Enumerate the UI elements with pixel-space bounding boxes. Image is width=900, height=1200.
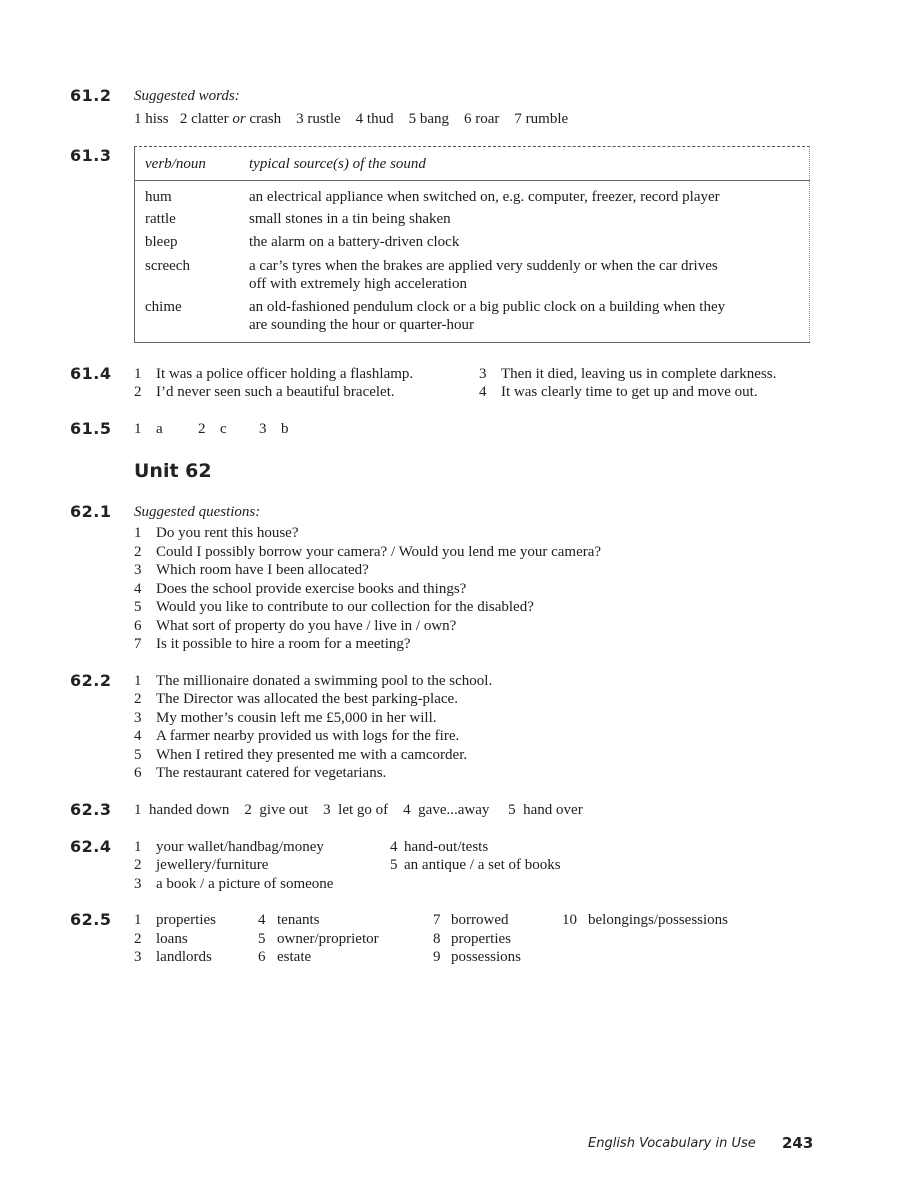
answer-number: 6 bbox=[464, 111, 472, 127]
list-item: 1 your wallet/handbag/money bbox=[134, 839, 324, 855]
list-item: 2 c bbox=[198, 421, 227, 437]
exercise-number-62-3: 62.3 bbox=[70, 800, 112, 819]
answer-text: crash bbox=[245, 111, 282, 127]
exercise-number-61-2: 61.2 bbox=[70, 86, 112, 105]
table-source-screech-line2: off with extremely high acceleration bbox=[249, 276, 467, 292]
table-source-chime-line2: are sounding the hour or quarter-hour bbox=[249, 317, 475, 333]
page-number: 243 bbox=[782, 1134, 814, 1152]
table-word-rattle: rattle bbox=[145, 211, 176, 227]
list-item: 3 landlords bbox=[134, 949, 212, 965]
answer-number: 4 bbox=[355, 111, 364, 127]
list-item: 2 I’d never seen such a beautiful bracelet. bbox=[134, 384, 395, 400]
list-item: 4 It was clearly time to get up and move out. bbox=[479, 384, 758, 400]
exercise-62-3-answers: 1 handed down 2 give out 3 let go of 4 gave...away 5 hand over bbox=[134, 802, 583, 818]
exercise-number-62-2: 62.2 bbox=[70, 671, 112, 690]
list-item: 3 b bbox=[259, 421, 289, 437]
answer-number: 2 bbox=[179, 111, 188, 127]
table-left-border bbox=[134, 146, 135, 342]
list-item: 5 owner/proprietor bbox=[258, 931, 379, 947]
exercise-61-2-intro: Suggested words: bbox=[134, 88, 240, 104]
exercise-number-62-4: 62.4 bbox=[70, 837, 112, 856]
exercise-number-62-5: 62.5 bbox=[70, 910, 112, 929]
list-item: 3 My mother’s cousin left me £5,000 in her will. bbox=[134, 710, 437, 726]
list-item: 5 When I retired they presented me with a camcorder. bbox=[134, 747, 468, 763]
table-source-screech-line1: a car’s tyres when the brakes are applied very suddenly or when the car drives bbox=[249, 258, 718, 274]
table-header-divider bbox=[134, 180, 810, 181]
list-item: 2 Could I possibly borrow your camera? / Would you lend me your camera? bbox=[134, 544, 602, 560]
table-top-border bbox=[134, 146, 810, 147]
table-word-bleep: bleep bbox=[145, 234, 178, 250]
list-item: 1 It was a police officer holding a flashlamp. bbox=[134, 366, 414, 382]
list-item: 10 belongings/possessions bbox=[562, 912, 729, 928]
list-item: 7 borrowed bbox=[433, 912, 509, 928]
answer-text: bang bbox=[419, 111, 449, 127]
table-word-screech: screech bbox=[145, 258, 190, 274]
exercise-number-61-4: 61.4 bbox=[70, 364, 112, 383]
table-source-bleep: the alarm on a battery-driven clock bbox=[249, 234, 460, 250]
list-item: 6 estate bbox=[258, 949, 312, 965]
exercise-62-1-intro: Suggested questions: bbox=[134, 504, 261, 520]
list-item: 4 hand-out/tests bbox=[390, 839, 489, 855]
list-item: 5 Would you like to contribute to our collection for the disabled? bbox=[134, 599, 534, 615]
list-item: 5 an antique / a set of books bbox=[390, 857, 561, 873]
table-source-rattle: small stones in a tin being shaken bbox=[249, 211, 451, 227]
answer-number: 3 bbox=[296, 111, 304, 127]
answer-number: 7 bbox=[514, 111, 522, 127]
table-header-verb-noun: verb/noun bbox=[145, 156, 206, 172]
list-item: 9 possessions bbox=[433, 949, 522, 965]
list-item: 1 Do you rent this house? bbox=[134, 525, 299, 541]
list-item: 1 properties bbox=[134, 912, 216, 928]
table-bottom-border bbox=[134, 342, 810, 343]
answer-text: hiss bbox=[145, 111, 169, 127]
table-header-source: typical source(s) of the sound bbox=[249, 156, 426, 172]
list-item: 4 Does the school provide exercise books and things? bbox=[134, 581, 467, 597]
table-source-chime-line1: an old-fashioned pendulum clock or a big public clock on a building when they bbox=[249, 299, 726, 315]
answer-text: rustle bbox=[307, 111, 341, 127]
list-item: 1 The millionaire donated a swimming pool to the school. bbox=[134, 673, 493, 689]
answer-text: roar bbox=[475, 111, 500, 127]
exercise-number-62-1: 62.1 bbox=[70, 502, 112, 521]
footer-book-title: English Vocabulary in Use bbox=[588, 1136, 756, 1151]
exercise-number-61-5: 61.5 bbox=[70, 419, 112, 438]
table-source-hum: an electrical appliance when switched on, e.g. computer, freezer, record player bbox=[249, 189, 720, 205]
list-item: 8 properties bbox=[433, 931, 511, 947]
answer-text: clatter bbox=[191, 111, 233, 127]
list-item: 2 loans bbox=[134, 931, 188, 947]
answer-text: thud bbox=[366, 111, 394, 127]
answer-text-or: or bbox=[232, 111, 246, 127]
answer-text: rumble bbox=[525, 111, 569, 127]
list-item: 3 Then it died, leaving us in complete darkness. bbox=[479, 366, 777, 382]
list-item: 3 Which room have I been allocated? bbox=[134, 562, 369, 578]
table-word-chime: chime bbox=[145, 299, 182, 315]
list-item: 6 What sort of property do you have / live in / own? bbox=[134, 618, 457, 634]
list-item: 7 Is it possible to hire a room for a meeting? bbox=[134, 636, 411, 652]
list-item: 3 a book / a picture of someone bbox=[134, 876, 334, 892]
answer-number: 1 bbox=[134, 111, 142, 127]
list-item: 2 The Director was allocated the best parking-place. bbox=[134, 691, 458, 707]
exercise-61-2-answers bbox=[134, 110, 568, 128]
list-item: 1 a bbox=[134, 421, 163, 437]
list-item: 6 The restaurant catered for vegetarians. bbox=[134, 765, 387, 781]
answer-number: 5 bbox=[408, 111, 417, 127]
table-right-border bbox=[809, 146, 810, 342]
list-item: 2 jewellery/furniture bbox=[134, 857, 269, 873]
list-item: 4 A farmer nearby provided us with logs for the fire. bbox=[134, 728, 460, 744]
exercise-number-61-3: 61.3 bbox=[70, 146, 112, 165]
list-item: 4 tenants bbox=[258, 912, 320, 928]
unit-heading: Unit 62 bbox=[134, 460, 212, 482]
table-word-hum: hum bbox=[145, 189, 172, 205]
